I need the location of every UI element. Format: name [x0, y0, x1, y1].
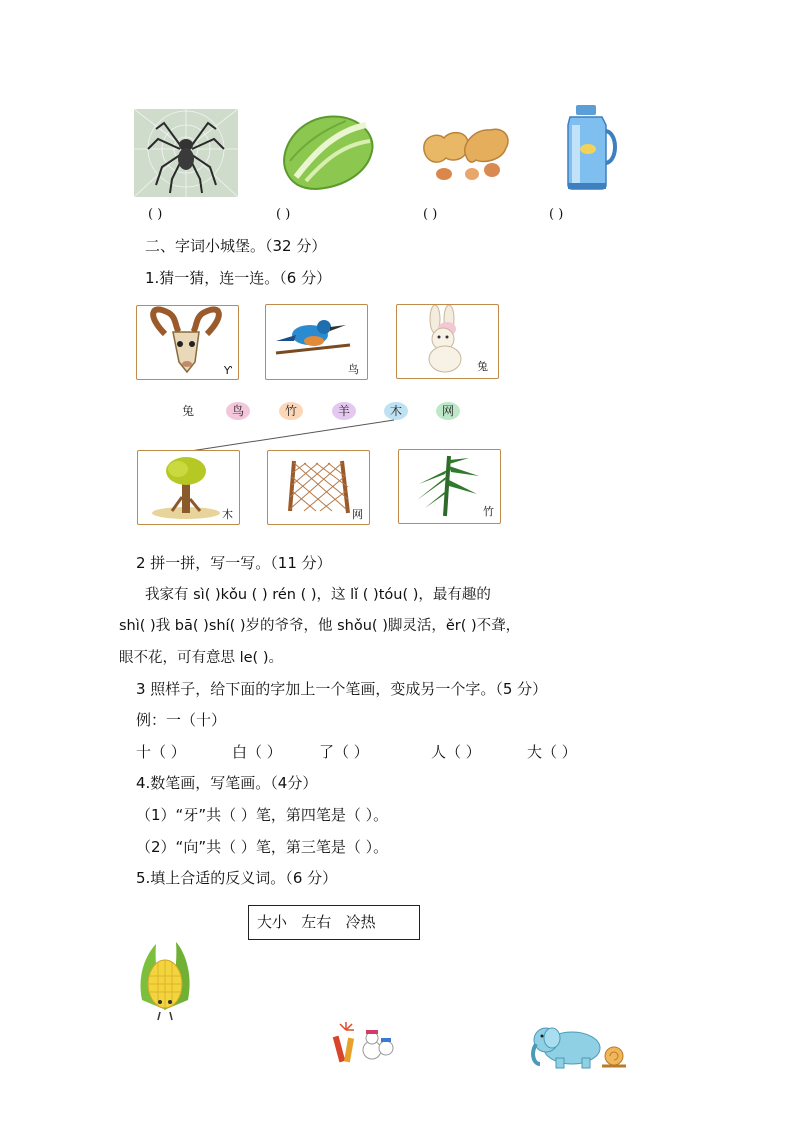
char-rabbit[interactable]: 兔 — [176, 402, 200, 420]
char-bamboo[interactable]: 竹 — [279, 402, 303, 420]
question-4-title: 4.数笔画，写笔画。（4分） — [136, 774, 318, 792]
question-3-item-1[interactable]: 十（ ） — [136, 743, 186, 761]
elephant-snail-icon — [528, 1020, 630, 1070]
oracle-glyph-net: 网 — [352, 508, 363, 521]
answer-blank-2[interactable]: ( ) — [276, 207, 291, 222]
thermos-bottle-icon — [562, 103, 618, 191]
corn-decoration — [136, 940, 194, 1022]
question-1-title: 1.猜一猜，连一连。（6 分） — [145, 269, 332, 287]
section-title: 二、字词小城堡。（32 分） — [145, 237, 327, 255]
elephant-decoration — [528, 1020, 630, 1070]
char-bird[interactable]: 鸟 — [226, 402, 250, 420]
picture-cabbage — [276, 111, 378, 191]
fireworks-decoration — [332, 1020, 394, 1064]
card-bird — [265, 304, 368, 380]
question-3-example: 例：一（十） — [136, 711, 227, 729]
char-wood[interactable]: 木 — [384, 402, 408, 420]
oracle-glyph-bamboo: 竹 — [483, 505, 494, 518]
picture-thermos — [562, 103, 618, 191]
oracle-glyph-bird: 鸟 — [348, 363, 359, 376]
picture-peanuts — [420, 120, 514, 184]
question-3-item-5[interactable]: 大（ ） — [527, 743, 577, 761]
chinese-cabbage-icon — [276, 111, 378, 191]
question-2-line-3: 眼不花，可有意思 le( )。 — [119, 650, 283, 666]
char-sheep[interactable]: 羊 — [332, 402, 356, 420]
ram-icon — [137, 306, 237, 378]
peanuts-icon — [420, 120, 514, 184]
spider-on-web-icon — [134, 109, 238, 197]
card-tree — [137, 450, 240, 525]
antonym-word-box: 大小 左右 冷热 — [248, 905, 420, 940]
question-3-item-3[interactable]: 了（ ） — [319, 743, 369, 761]
oracle-glyph-sheep: Ƴ — [223, 364, 232, 377]
card-ram — [136, 305, 239, 380]
card-bamboo — [398, 449, 501, 524]
answer-blank-4[interactable]: ( ) — [549, 207, 564, 222]
question-3-item-4[interactable]: 人（ ） — [431, 743, 481, 761]
card-rabbit — [396, 304, 499, 379]
answer-blank-3[interactable]: ( ) — [423, 207, 438, 222]
question-5-title: 5.填上合适的反义词。（6 分） — [136, 869, 338, 887]
oracle-glyph-wood: 木 — [222, 508, 233, 521]
char-net[interactable]: 网 — [436, 402, 460, 420]
question-3-title: 3 照样子，给下面的字加上一个笔画，变成另一个字。（5 分） — [136, 680, 548, 698]
question-2-line-2: shì( )我 bā( )shí( )岁的爷爷，他 shǒu( )脚灵活，ěr( )不聋， — [119, 618, 521, 634]
answer-blank-1[interactable]: ( ) — [148, 207, 163, 222]
question-2-line-1: 我家有 sì( )kǒu ( ) rén ( )，这 lǐ ( )tóu( )，最有趣的 — [145, 587, 491, 603]
question-4-line-1: （1）“牙”共（ ）笔，第四笔是（ ）。 — [136, 806, 389, 824]
card-net — [267, 450, 370, 525]
oracle-glyph-rabbit: 兔 — [477, 360, 488, 373]
question-4-line-2: （2）“向”共（ ）笔，第三笔是（ ）。 — [136, 838, 389, 856]
question-3-item-2[interactable]: 白（ ） — [232, 743, 282, 761]
question-2-title: 2 拼一拼，写一写。（11 分） — [136, 554, 332, 572]
corn-cartoon-icon — [136, 940, 194, 1022]
picture-spider — [134, 109, 238, 197]
fireworks-snowman-icon — [332, 1020, 394, 1064]
